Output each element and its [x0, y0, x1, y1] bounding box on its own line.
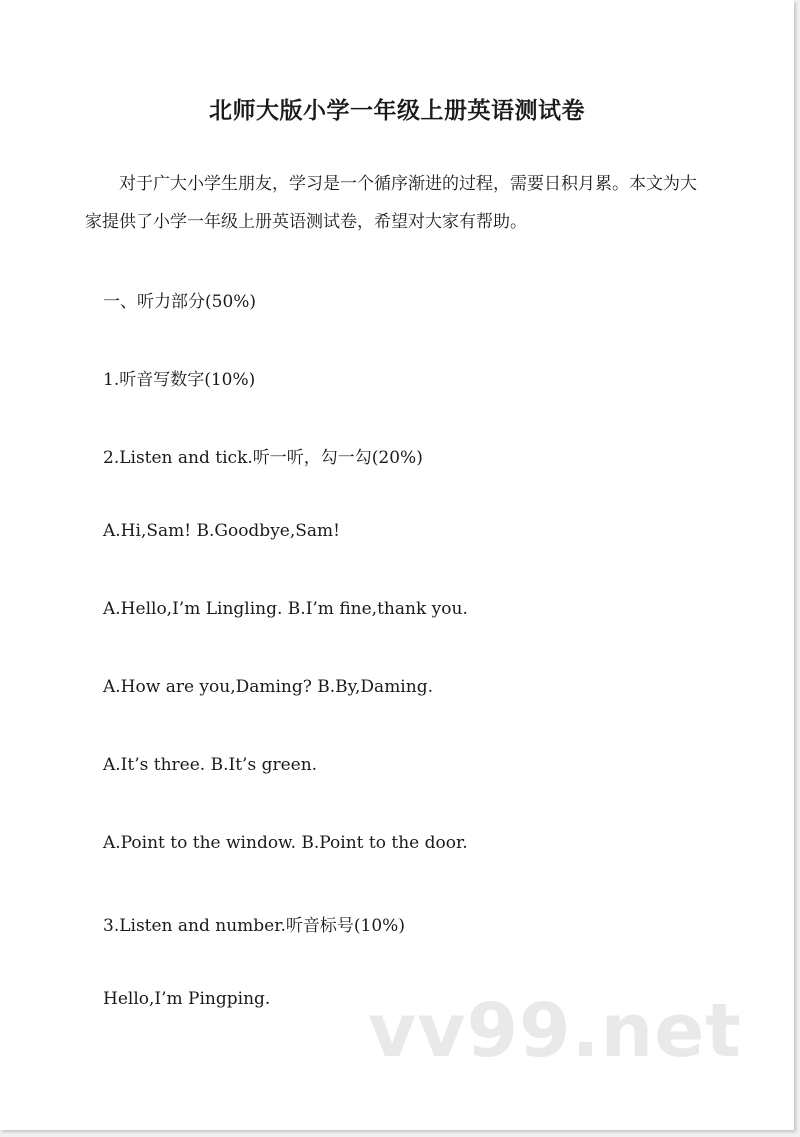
- question-2: 2.Listen and tick.听一听，勾一勾(20%): [103, 448, 423, 468]
- answer-line: A.Point to the window. B.Point to the door.: [103, 833, 468, 853]
- question-1: 1.听音写数字(10%): [103, 370, 256, 390]
- document-title: 北师大版小学一年级上册英语测试卷: [209, 98, 585, 124]
- dialogue-line: Hello,I’m Pingping.: [103, 989, 271, 1009]
- answer-line: A.Hi,Sam! B.Goodbye,Sam!: [103, 521, 340, 541]
- answer-line: A.How are you,Daming? B.By,Daming.: [103, 677, 433, 697]
- section-heading-listening: 一、听力部分(50%): [103, 292, 257, 312]
- answer-line: A.Hello,I’m Lingling. B.I’m fine,thank you.: [103, 599, 468, 619]
- answer-line: A.It’s three. B.It’s green.: [103, 755, 318, 775]
- watermark-logo: vv99.net: [368, 988, 742, 1074]
- intro-paragraph: 对于广大小学生朋友，学习是一个循序渐进的过程，需要日积月累。本文为大家提供了小学一年级上册英语测试卷，希望对大家有帮助。: [85, 174, 697, 232]
- question-3: 3.Listen and number.听音标号(10%): [103, 916, 405, 936]
